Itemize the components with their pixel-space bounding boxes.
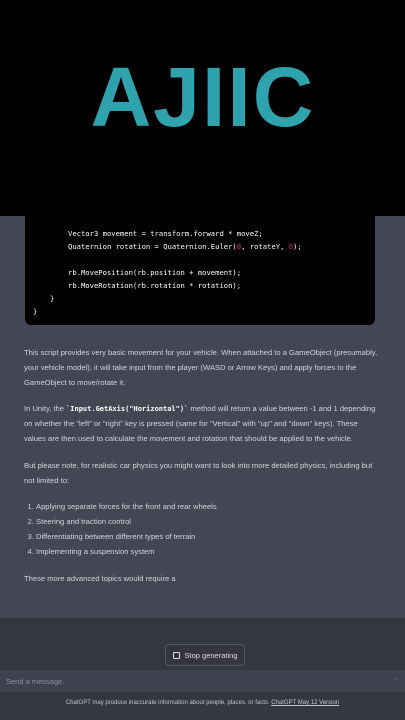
stop-icon (173, 652, 180, 659)
code-block (25, 216, 375, 325)
response-paragraph: This script provides very basic movement for your vehicle. When attached to a GameObject (presumably, your vehicle model), it will take input from the player (WASD or Arrow Keys) and apply forces to the GameObject to move/rotate it. (24, 348, 378, 387)
assistant-response (24, 346, 380, 598)
inline-code: `Input.GetAxis("Horizontal")` (66, 405, 189, 414)
list-item: 2. Steering and traction control (36, 515, 380, 530)
ajiic-logo (78, 56, 328, 134)
stop-generating-button[interactable] (165, 644, 245, 666)
message-input[interactable] (0, 670, 405, 692)
code-line: rb.MovePosition(rb.position + movement); (68, 268, 242, 277)
send-icon[interactable]: ·· (393, 676, 398, 683)
code-brace: } (33, 307, 38, 316)
logo-banner (0, 0, 405, 216)
code-brace: } (50, 294, 55, 303)
list-item: 1. Applying separate forces for the front and rear wheels (36, 500, 380, 515)
code-line: Quaternion rotation = Quaternion.Euler(0, rotateY, 0); (68, 242, 302, 251)
stop-generating-label: Stop generating (184, 650, 238, 660)
response-paragraph: These more advanced topics would require a (24, 573, 176, 583)
disclaimer: ChatGPT may produce inaccurate information about people, places, or facts. ChatGPT May 12 Version (65, 700, 340, 706)
response-paragraph: But please note, for realistic car physics you might want to look into more detailed physics, including but not limited to: (24, 460, 373, 485)
version-link[interactable]: ChatGPT May 12 Version (271, 700, 340, 706)
response-paragraph: In Unity, the `Input.GetAxis("Horizontal")` method will return a value between -1 and 1 depending on whether the "left" or "right" key is pressed (same for "Vertical" with "up" and "down" keys). These values are then used to calculate the movement and rotation that should be applied to the vehicle. (24, 404, 376, 443)
logo-text: AJIIC (90, 56, 316, 134)
code-line: Vector3 movement = transform.forward * moveZ; (68, 229, 263, 238)
code-line: rb.MoveRotation(rb.rotation * rotation); (68, 281, 242, 290)
list-item: 4. Implementing a suspension system (36, 545, 380, 560)
list-item: 3. Differentiating between different types of terrain (36, 530, 380, 545)
response-list (24, 500, 380, 559)
